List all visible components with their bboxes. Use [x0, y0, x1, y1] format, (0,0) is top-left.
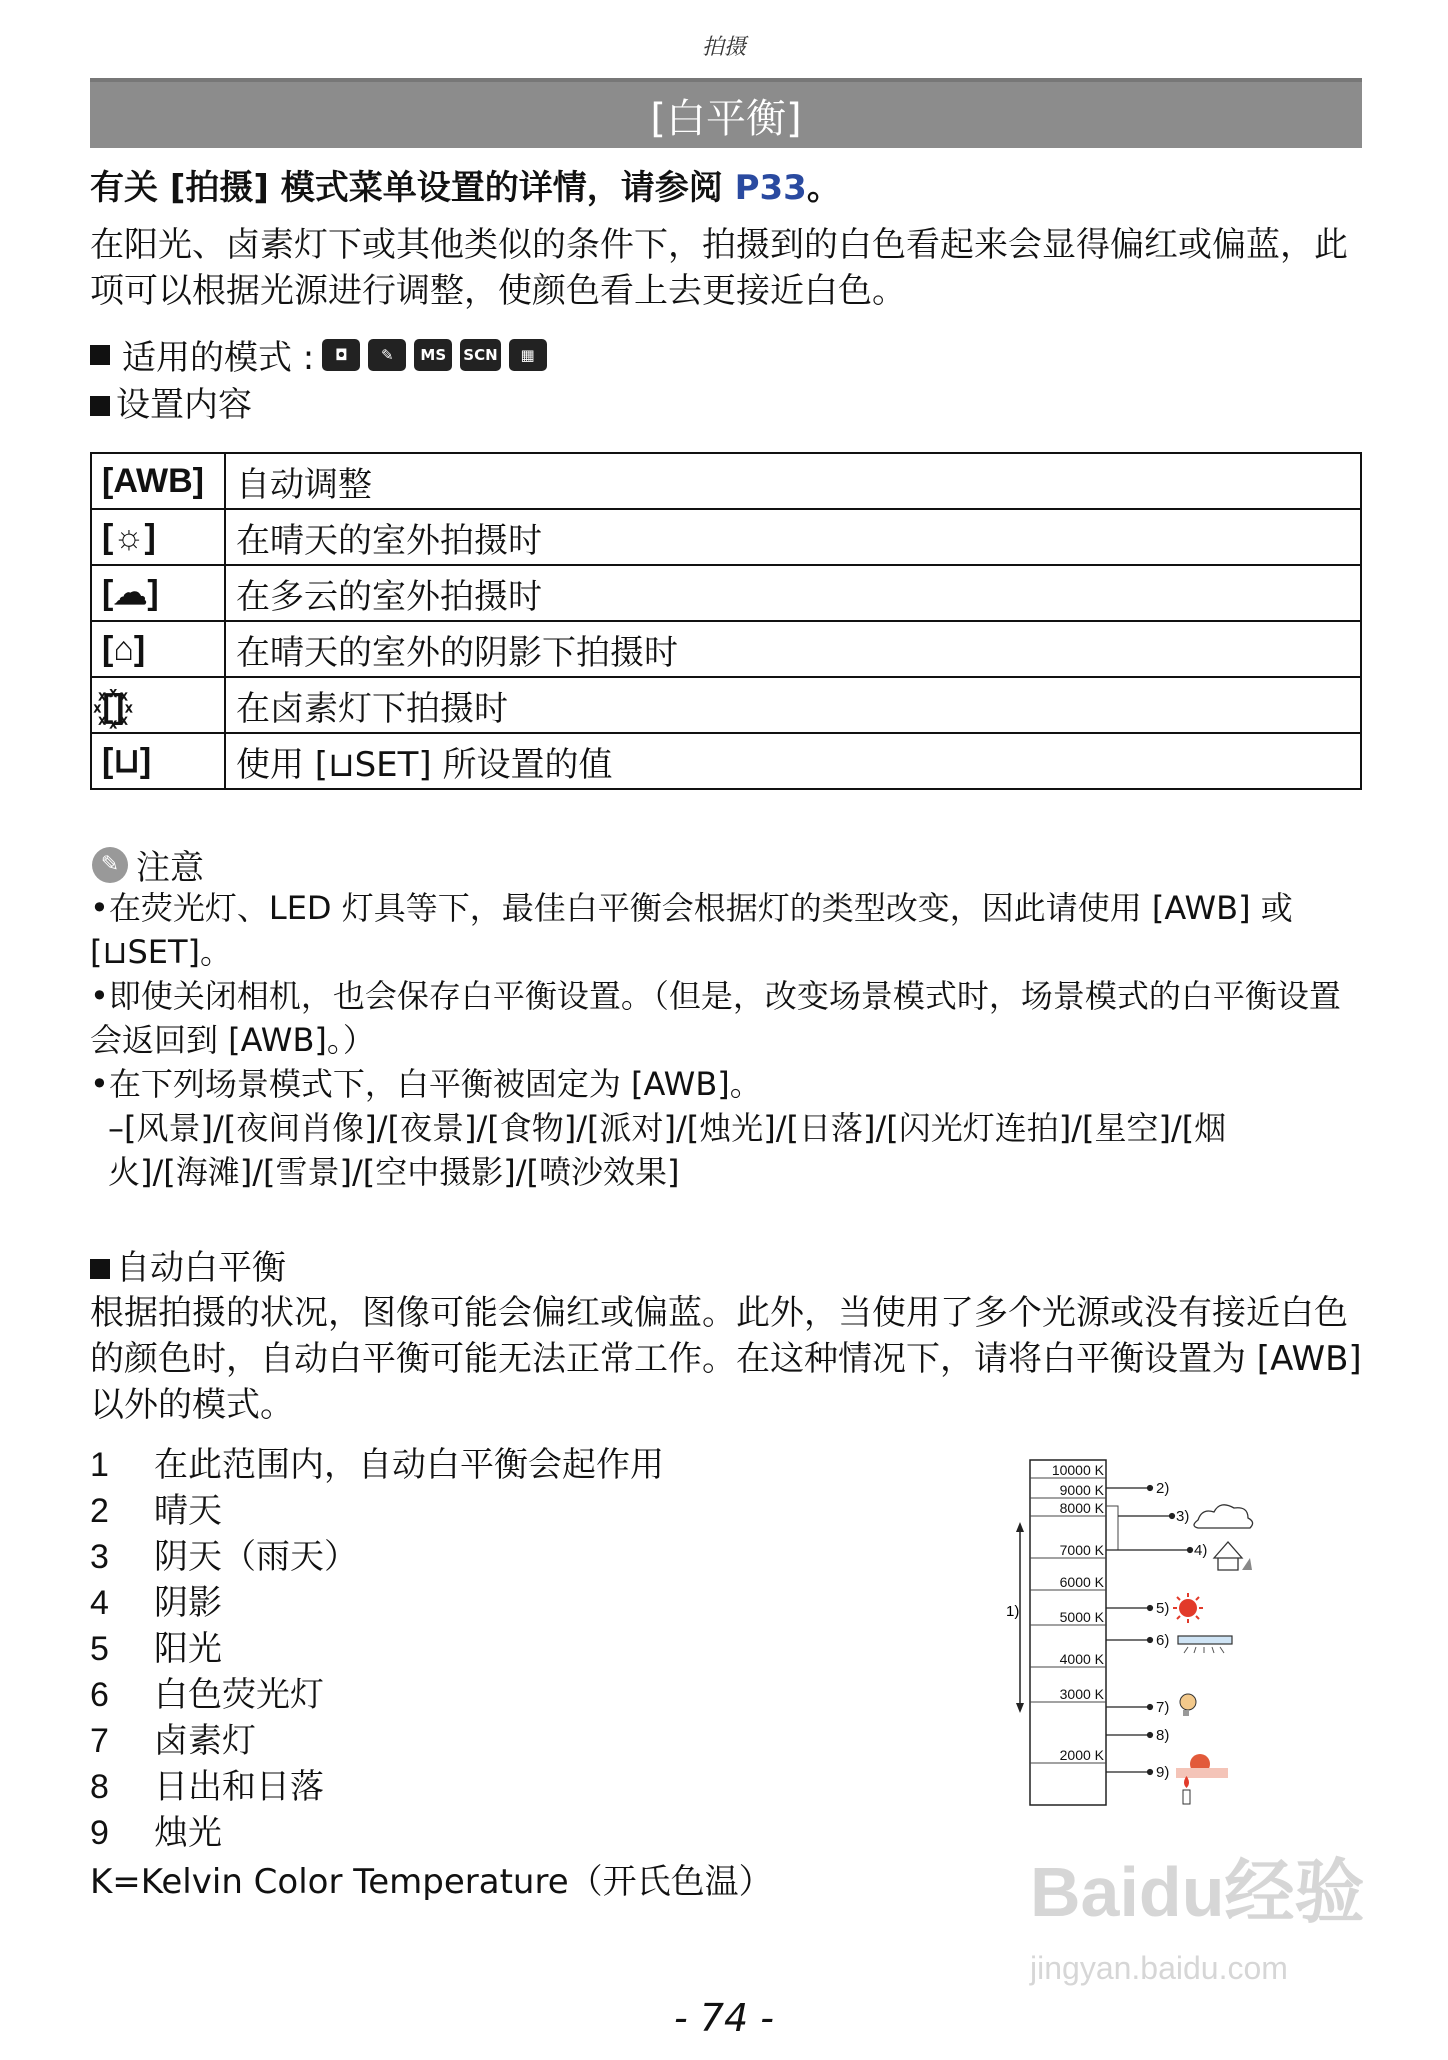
table-row — [91, 453, 1361, 509]
page-number: - 74 - — [674, 1996, 774, 2040]
pointer-dot — [1148, 1638, 1153, 1643]
legend-text: 卤素灯 — [154, 1721, 256, 1761]
settings-heading-text: 设置内容 — [116, 385, 252, 425]
movie-icon: ▦ — [509, 339, 547, 371]
page-reference-link[interactable]: P33 — [734, 168, 807, 208]
range-arrow-up — [1016, 1522, 1024, 1532]
cloud-icon — [1194, 1505, 1253, 1528]
modes-label: 适用的模式 : — [122, 338, 315, 378]
ms-icon: MS — [414, 339, 452, 371]
list-item — [90, 1442, 664, 1488]
scale-label: 7000 K — [1059, 1542, 1104, 1558]
legend-list — [90, 1442, 664, 1856]
legend-number: 4 — [90, 1584, 109, 1622]
legend-text: 阳光 — [154, 1629, 222, 1669]
square-bullet-icon — [90, 396, 110, 416]
applicable-modes — [90, 330, 547, 379]
legend-number: 8 — [90, 1768, 109, 1806]
legend-text: 烛光 — [154, 1813, 222, 1853]
legend-number: 6 — [90, 1676, 109, 1714]
list-item — [90, 1580, 664, 1626]
list-item — [90, 1718, 664, 1764]
scale-label: 9000 K — [1059, 1482, 1104, 1498]
square-bullet-icon — [90, 345, 110, 365]
page-title: [白平衡] — [90, 82, 1362, 148]
table-row — [91, 621, 1361, 677]
marker-label: 6) — [1156, 1632, 1170, 1649]
marker-label: 3) — [1176, 1508, 1190, 1525]
settings-heading — [90, 377, 252, 426]
pointer-dot — [1148, 1705, 1153, 1710]
pointer-dot — [1148, 1486, 1153, 1491]
legend-number: 1 — [90, 1446, 109, 1484]
note-item: •在荧光灯、LED 灯具等下，最佳白平衡会根据灯的类型改变，因此请使用 [AWB] 或 [⊔SET]。 — [90, 889, 1293, 971]
wb-desc: 在晴天的室外拍摄时 — [225, 509, 1361, 565]
watermark-url: jingyan.baidu.com — [1030, 1950, 1288, 1986]
legend-text: 在此范围内，自动白平衡会起作用 — [154, 1445, 664, 1485]
lamp-glow-lines — [1184, 1647, 1224, 1653]
shadow-shape — [1242, 1558, 1252, 1570]
table-row — [91, 509, 1361, 565]
wb-desc: 使用 [⊔SET] 所设置的值 — [225, 733, 1361, 789]
shade-house-icon — [1214, 1542, 1242, 1570]
notes-title: 注意 — [136, 848, 204, 888]
square-bullet-icon — [90, 1259, 110, 1279]
pointer-dot — [1170, 1514, 1175, 1519]
table-row — [91, 733, 1361, 789]
table-row — [91, 565, 1361, 621]
auto-wb-heading-text: 自动白平衡 — [116, 1248, 286, 1288]
wb-desc: 在晴天的室外的阴影下拍摄时 — [225, 621, 1361, 677]
wb-key: [AWB] — [91, 453, 225, 509]
list-item — [90, 1626, 664, 1672]
table-row — [91, 677, 1361, 733]
list-item — [90, 1488, 664, 1534]
list-item — [90, 1764, 664, 1810]
scene-mode-list: –[风景]/[夜间肖像]/[夜景]/[食物]/[派对]/[烛光]/[日落]/[闪光灯连拍]/[星空]/[烟火]/[海滩]/[雪景]/[空中摄影]/[喷沙效果] — [108, 1109, 1227, 1191]
range-arrow-down — [1016, 1703, 1024, 1713]
section-header: 拍摄 — [701, 35, 746, 60]
notes-heading — [92, 840, 204, 889]
list-item — [90, 1810, 664, 1856]
scale-label: 2000 K — [1059, 1747, 1104, 1763]
legend-text: 阴天（雨天） — [154, 1537, 358, 1577]
wb-key: [꙰] — [91, 677, 225, 733]
legend-number: 2 — [90, 1492, 109, 1530]
marker-label: 9) — [1156, 1764, 1170, 1781]
pencil-note-icon: ✎ — [92, 847, 128, 883]
marker-label: 2) — [1156, 1480, 1170, 1497]
marker-label: 8) — [1156, 1727, 1170, 1744]
legend-number: 7 — [90, 1722, 109, 1760]
scale-label: 8000 K — [1059, 1500, 1104, 1516]
legend-text: 白色荧光灯 — [154, 1675, 324, 1715]
camera-icon: ◘ — [322, 339, 360, 371]
note-item: •即使关闭相机，也会保存白平衡设置。（但是，改变场景模式时，场景模式的白平衡设置会返回到 [AWB]。） — [90, 977, 1341, 1059]
scale-label: 6000 K — [1059, 1574, 1104, 1590]
marker-label: 4) — [1194, 1542, 1208, 1559]
auto-wb-heading — [90, 1240, 286, 1289]
baidu-watermark: Baidu经验 — [1030, 1853, 1365, 1931]
scale-label: 3000 K — [1059, 1686, 1104, 1702]
wb-key: [☼] — [91, 509, 225, 565]
white-balance-table — [90, 452, 1362, 790]
fluorescent-lamp-icon — [1178, 1636, 1232, 1644]
wb-desc: 自动调整 — [225, 453, 1361, 509]
list-item — [90, 1534, 664, 1580]
wb-key: [⌂] — [91, 621, 225, 677]
wb-desc: 在多云的室外拍摄时 — [225, 565, 1361, 621]
pointer-dot — [1148, 1770, 1153, 1775]
wb-key: [⊔] — [91, 733, 225, 789]
creative-icon: ✎ — [368, 339, 406, 371]
reference-prefix: 有关 [拍摄] 模式菜单设置的详情，请参阅 — [90, 168, 735, 208]
pointer-dot — [1148, 1606, 1153, 1611]
bracket-line — [1106, 1506, 1118, 1550]
candle-icon — [1183, 1790, 1190, 1804]
legend-text: 日出和日落 — [154, 1767, 324, 1807]
marker-label: 5) — [1156, 1600, 1170, 1617]
reference-suffix: 。 — [806, 168, 841, 208]
list-item — [90, 1672, 664, 1718]
scale-label: 10000 K — [1051, 1462, 1104, 1478]
range-marker: 1) — [1006, 1603, 1020, 1620]
reference-line — [90, 160, 841, 209]
wb-key: [☁] — [91, 565, 225, 621]
bulb-base — [1183, 1710, 1189, 1716]
pointer-dot — [1188, 1548, 1193, 1553]
kelvin-note: K=Kelvin Color Temperature（开氏色温） — [90, 1862, 773, 1902]
marker-label: 7) — [1156, 1699, 1170, 1716]
scale-label: 5000 K — [1059, 1609, 1104, 1625]
scn-icon: SCN — [460, 339, 500, 371]
pointer-dot — [1148, 1733, 1153, 1738]
legend-number: 5 — [90, 1630, 109, 1668]
legend-number: 9 — [90, 1814, 109, 1852]
horizon-band — [1176, 1768, 1228, 1778]
color-temperature-diagram — [1000, 1450, 1300, 1830]
halogen-bulb-icon — [1180, 1694, 1196, 1710]
auto-wb-paragraph: 根据拍摄的状况，图像可能会偏红或偏蓝。此外，当使用了多个光源或没有接近白色的颜色时，自动白平衡可能无法正常工作。在这种情况下，请将白平衡设置为 [AWB] 以外的模式。 — [90, 1293, 1362, 1425]
intro-paragraph: 在阳光、卤素灯下或其他类似的条件下，拍摄到的白色看起来会显得偏红或偏蓝，此项可以根据光源进行调整，使颜色看上去更接近白色。 — [90, 225, 1348, 311]
wb-desc: 在卤素灯下拍摄时 — [225, 677, 1361, 733]
scale-label: 4000 K — [1059, 1651, 1104, 1667]
legend-text: 阴影 — [154, 1583, 222, 1623]
legend-text: 晴天 — [154, 1491, 222, 1531]
legend-number: 3 — [90, 1538, 109, 1576]
sun-icon — [1179, 1599, 1197, 1617]
note-item: •在下列场景模式下，白平衡被固定为 [AWB]。 — [90, 1065, 762, 1103]
